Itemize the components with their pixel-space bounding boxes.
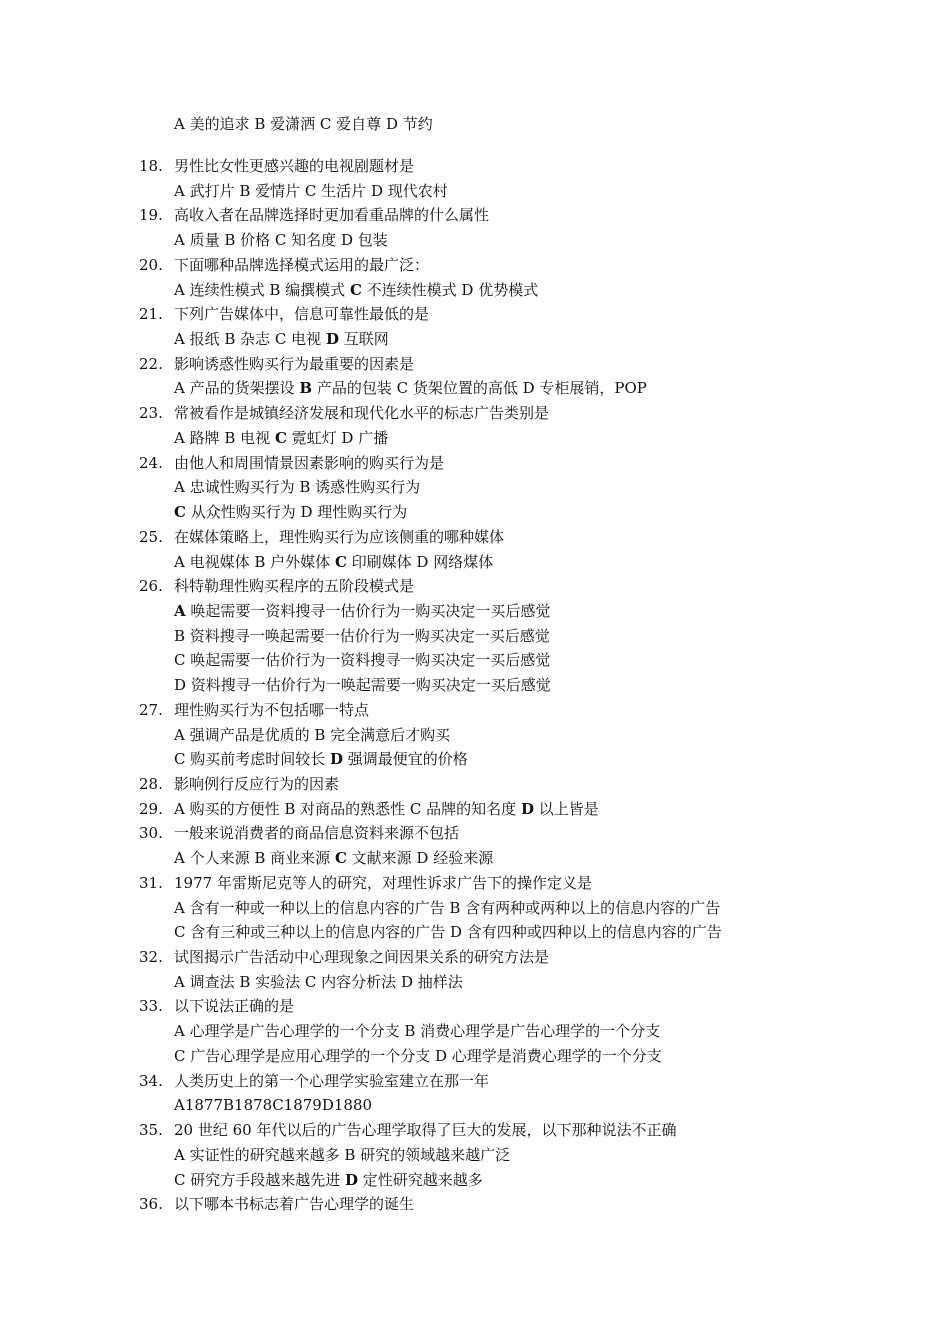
text-segment: 试图揭示广告活动中心理现象之间因果关系的研究方法是 — [174, 948, 550, 967]
answer-key-letter: D — [330, 750, 344, 769]
question-text — [174, 772, 339, 796]
text-segment: 互联网 — [338, 330, 389, 349]
question-number: 31. — [139, 873, 163, 892]
text-segment: A 个人来源 B 商业来源 — [174, 849, 335, 868]
question-number: 18. — [139, 157, 163, 175]
text-segment: A 忠诚性购买行为 B 诱惑性购买行为 — [174, 478, 421, 497]
answer-key-letter: C — [334, 552, 347, 571]
answer-options — [174, 920, 722, 944]
answer-key-letter: C — [274, 428, 287, 447]
text-segment: 一般来说消费者的商品信息资料来源不包括 — [174, 824, 460, 843]
answer-options — [174, 648, 550, 672]
text-segment: A 报纸 B 杂志 C 电视 — [174, 330, 326, 349]
question-text — [174, 1069, 489, 1093]
text-segment: 男性比女性更感兴趣的电视剧题材是 — [174, 157, 415, 175]
answer-key-letter: D — [345, 1170, 359, 1189]
question-number: 28. — [139, 775, 163, 793]
text-segment: 以上皆是 — [533, 799, 599, 818]
question-text — [174, 1118, 676, 1142]
question-text — [174, 871, 592, 895]
answer-options — [174, 624, 550, 648]
answer-key-letter: C — [334, 849, 347, 868]
text-segment: A 心理学是广告心理学的一个分支 B 消费心理学是广告心理学的一个分支 — [174, 1022, 661, 1041]
text-segment: 强调最便宜的价格 — [343, 750, 468, 769]
answer-options — [174, 475, 420, 499]
text-segment: C 购买前考虑时间较长 — [174, 750, 331, 769]
text-segment: 在媒体策略上，理性购买行为应该侧重的哪种媒体 — [174, 527, 505, 546]
question-text — [174, 525, 504, 549]
question-text — [174, 994, 294, 1018]
text-segment: 影响例行反应行为的因素 — [174, 775, 340, 793]
answer-options — [174, 673, 551, 697]
question-number: 25. — [139, 527, 163, 546]
answer-key-letter: C — [349, 280, 362, 299]
answer-options — [174, 550, 493, 574]
text-segment: B 资料搜寻一唤起需要一估价行为一购买决定一买后感觉 — [174, 626, 550, 645]
text-segment: 理性购买行为不包括哪一特点 — [174, 700, 370, 719]
question-number: 24. — [139, 453, 163, 472]
answer-options — [174, 278, 538, 302]
question-number: 30. — [139, 824, 163, 843]
text-segment: 下面哪种品牌选择模式运用的最广泛： — [174, 255, 430, 274]
text-segment: 影响诱惑性购买行为最重要的因素是 — [174, 354, 415, 373]
text-segment: 高收入者在品牌选择时更加看重品牌的什么属性 — [174, 206, 490, 225]
question-text — [174, 821, 459, 845]
text-segment: A 连续性模式 B 编撰模式 — [174, 280, 350, 299]
question-text — [174, 203, 489, 227]
question-text — [174, 698, 369, 722]
text-segment: C 含有三种或三种以上的信息内容的广告 D 含有四种或四种以上的信息内容的广告 — [174, 923, 722, 942]
question-number: 22. — [139, 354, 163, 373]
text-segment: 定性研究越来越多 — [358, 1170, 483, 1189]
text-segment: A 美的追求 B 爱潇洒 C 爱自尊 D 节约 — [174, 115, 433, 133]
text-segment: A 武打片 B 爱情片 C 生活片 D 现代农村 — [174, 181, 448, 200]
answer-options — [174, 599, 550, 623]
text-segment: A 实证性的研究越来越多 B 研究的领域越来越广泛 — [174, 1145, 511, 1164]
answer-key-letter: D — [325, 330, 339, 349]
answer-key-letter: C — [174, 503, 186, 522]
text-segment: A 质量 B 价格 C 知名度 D 包装 — [174, 231, 388, 250]
text-segment: 由他人和周围情景因素影响的购买行为是 — [174, 453, 445, 472]
question-text — [174, 401, 549, 425]
question-number: 29. — [139, 799, 163, 818]
question-number: 34. — [139, 1071, 163, 1090]
question-number: 20. — [139, 255, 163, 274]
question-text — [174, 352, 414, 376]
question-number: 32. — [139, 948, 163, 967]
answer-options — [174, 723, 450, 747]
text-segment: A 产品的货架摆设 — [174, 379, 300, 398]
text-segment: 以下说法正确的是 — [174, 997, 295, 1016]
text-segment: 人类历史上的第一个心理学实验室建立在那一年 — [174, 1071, 490, 1090]
text-segment: 科特勒理性购买程序的五阶段模式是 — [174, 577, 415, 596]
answer-options — [174, 1168, 483, 1192]
answer-options — [174, 426, 388, 450]
text-segment: A 强调产品是优质的 B 完全满意后才购买 — [174, 725, 451, 744]
answer-key-letter: D — [520, 799, 534, 818]
text-segment: D 资料搜寻一估价行为一唤起需要一购买决定一买后感觉 — [174, 676, 551, 695]
answer-options — [174, 500, 407, 524]
question-text — [174, 945, 549, 969]
answer-options — [174, 376, 647, 400]
question-number: 26. — [139, 577, 163, 596]
text-segment: A 购买的方便性 B 对商品的熟悉性 C 品牌的知名度 — [174, 799, 521, 818]
answer-options — [174, 846, 493, 870]
answer-options — [174, 1143, 510, 1167]
question-number: 19. — [139, 206, 163, 225]
question-number: 35. — [139, 1121, 163, 1140]
text-segment: 从众性购买行为 D 理性购买行为 — [185, 503, 408, 522]
text-segment: 1977 年雷斯尼克等人的研究，对理性诉求广告下的操作定义是 — [174, 873, 592, 892]
text-segment: 常被看作是城镇经济发展和现代化水平的标志广告类别是 — [174, 404, 550, 423]
text-segment: 以下哪本书标志着广告心理学的诞生 — [174, 1195, 415, 1214]
question-number: 23. — [139, 404, 163, 423]
question-text — [174, 1192, 414, 1216]
text-segment: A1877B1878C1879D1880 — [174, 1096, 373, 1115]
text-segment: 20 世纪 60 年代以后的广告心理学取得了巨大的发展，以下那种说法不正确 — [174, 1121, 677, 1140]
answer-options — [174, 327, 389, 351]
answer-options — [174, 179, 448, 203]
text-segment: 印刷媒体 D 网络煤体 — [346, 552, 494, 571]
text-segment: C 广告心理学是应用心理学的一个分支 D 心理学是消费心理学的一个分支 — [174, 1046, 662, 1065]
text-segment: 产品的包装 C 货架位置的高低 D 专柜展销，POP — [312, 379, 647, 398]
answer-options — [174, 747, 468, 771]
text-segment: C 唤起需要一估价行为一资料搜寻一购买决定一买后感觉 — [174, 651, 551, 670]
text-segment: 文献来源 D 经验来源 — [346, 849, 494, 868]
question-text — [174, 574, 414, 598]
question-text — [174, 451, 444, 475]
text-segment: 下列广告媒体中，信息可靠性最低的是 — [174, 305, 430, 324]
answer-options — [174, 970, 463, 994]
text-segment: C 研究方手段越来越先进 — [174, 1170, 346, 1189]
text-segment: A 含有一种或一种以上的信息内容的广告 B 含有两种或两种以上的信息内容的广告 — [174, 898, 721, 917]
question-number: 21. — [139, 305, 163, 324]
text-segment: 霓虹灯 D 广播 — [286, 428, 389, 447]
answer-options — [174, 228, 388, 252]
answer-options — [174, 1019, 660, 1043]
answer-key-letter: B — [299, 379, 313, 398]
answer-options — [174, 896, 720, 920]
answer-options — [174, 1093, 372, 1117]
question-number: 36. — [139, 1195, 163, 1214]
question-text — [174, 797, 599, 821]
question-text — [174, 154, 414, 178]
text-segment: A 调查法 B 实验法 C 内容分析法 D 抽样法 — [174, 972, 463, 991]
text-segment: A 路牌 B 电视 — [174, 428, 275, 447]
answer-key-letter: A — [174, 601, 186, 620]
text-segment: A 电视媒体 B 户外媒体 — [174, 552, 335, 571]
question-number: 27. — [139, 700, 163, 719]
text-segment: 唤起需要一资料搜寻一估价行为一购买决定一买后感觉 — [185, 601, 551, 620]
question-text — [174, 253, 429, 277]
question-number: 33. — [139, 997, 163, 1016]
text-segment: 不连续性模式 D 优势模式 — [361, 280, 539, 299]
answer-options — [174, 112, 433, 136]
answer-options — [174, 1044, 662, 1068]
question-text — [174, 302, 429, 326]
